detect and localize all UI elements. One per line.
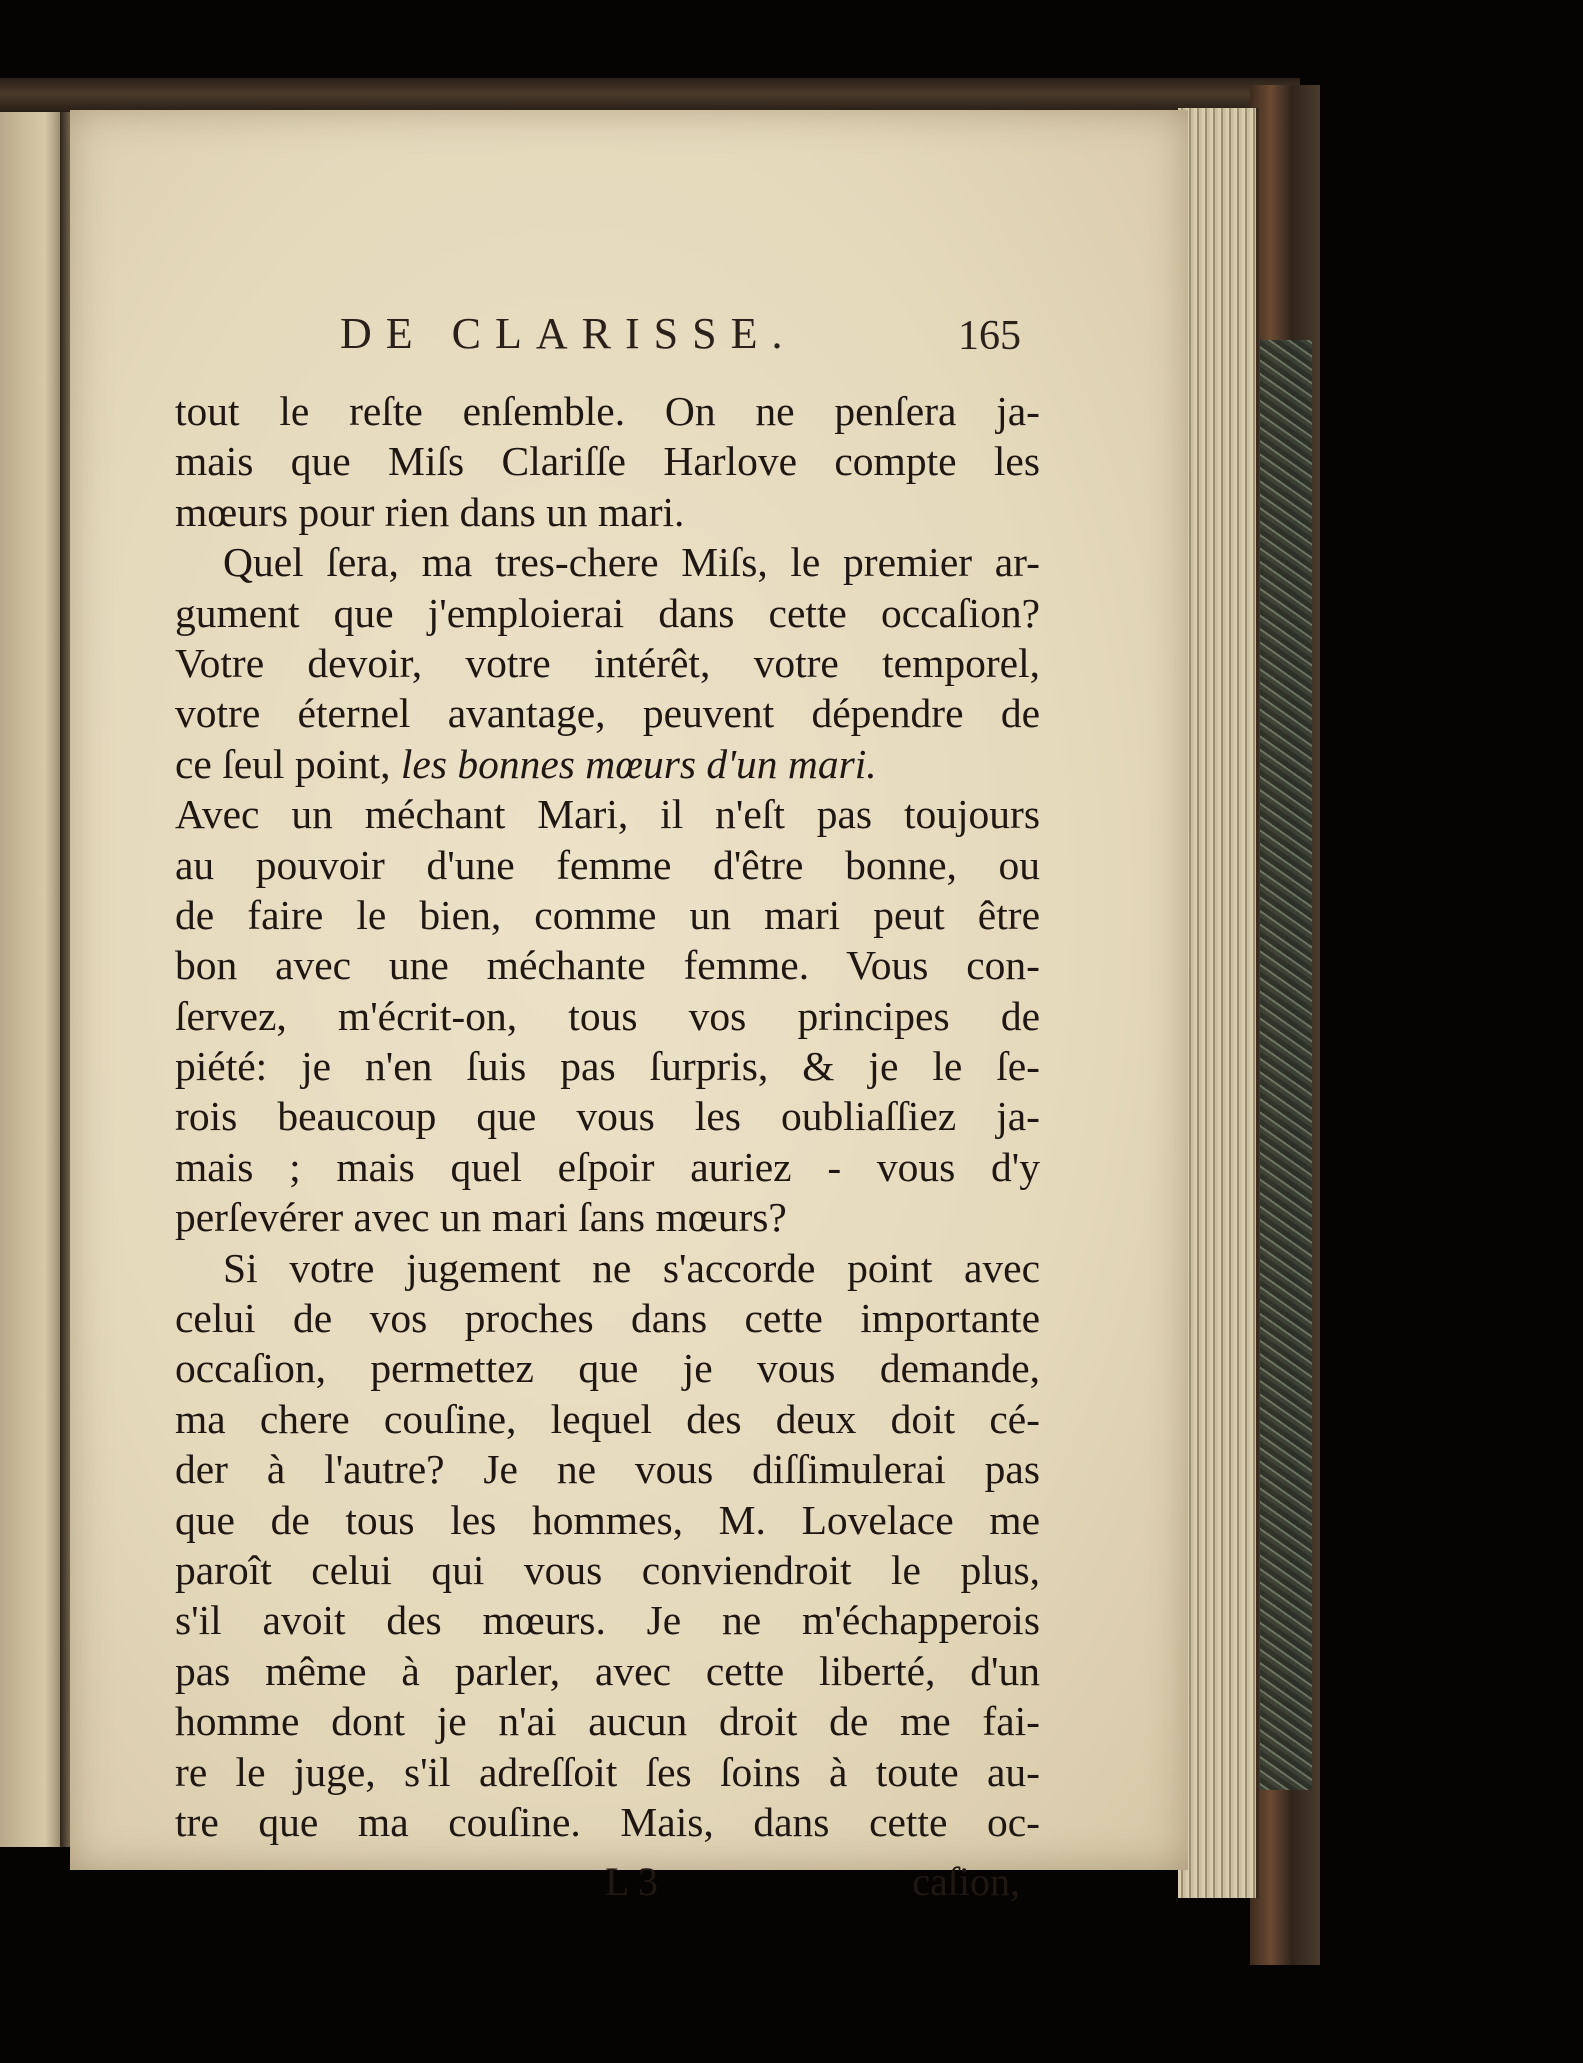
text-line: votre éternel avantage, peuvent dépendre de [175, 690, 1040, 737]
text-line: Quel ſera, ma tres-chere Miſs, le premier ar- [223, 539, 1040, 586]
page-footer [175, 1858, 1040, 1908]
marbled-cover [1260, 340, 1312, 1790]
page-header [70, 308, 1188, 368]
text-line: tre que ma couſine. Mais, dans cette oc- [175, 1798, 1040, 1845]
text-line: homme dont je n'ai aucun droit de me fai- [175, 1698, 1040, 1745]
text-line: rois beaucoup que vous les oubliaſſiez ja- [175, 1093, 1040, 1140]
text-line: Si votre jugement ne s'accorde point avec [223, 1244, 1040, 1291]
text-line: celui de vos proches dans cette importante [175, 1295, 1040, 1342]
running-title: DE CLARISSE. [340, 309, 797, 358]
text-line: perſevérer avec un mari ſans mœurs? [175, 1194, 787, 1241]
text-line: tout le reſte enſemble. On ne penſera ja- [175, 388, 1040, 434]
text-line: ſervez, m'écrit-on, tous vos principes de [175, 992, 1040, 1039]
text-line: que de tous les hommes, M. Lovelace me [175, 1496, 1040, 1543]
text-line: der à l'autre? Je ne vous diſſimulerai pas [175, 1446, 1040, 1493]
text-line: au pouvoir d'une femme d'être bonne, ou [175, 841, 1040, 888]
text-line: bon avec une méchante femme. Vous con- [175, 942, 1040, 989]
catchword: caſion, [912, 1859, 1020, 1904]
book-page [70, 110, 1188, 1904]
text-line: Avec un méchant Mari, il n'eſt pas toujours [175, 791, 1040, 838]
text-line: de faire le bien, comme un mari peut être [175, 891, 1040, 938]
text-line: re le juge, s'il adreſſoit ſes ſoins à toute au- [175, 1748, 1040, 1795]
text-line: mœurs pour rien dans un mari. [175, 488, 685, 535]
text-line: ce ſeul point, les bonnes mœurs d'un mari. [175, 740, 877, 787]
text-line: Votre devoir, votre intérêt, votre temporel, [175, 639, 1040, 686]
text-line: paroît celui qui vous conviendroit le plus, [175, 1546, 1040, 1593]
page-number: 165 [958, 313, 1021, 359]
text-line: s'il avoit des mœurs. Je ne m'échapperois [175, 1597, 1040, 1644]
page-block-edges [1178, 108, 1259, 1898]
facing-page-edge [0, 112, 66, 1847]
text-line: occaſion, permettez que je vous demande, [175, 1345, 1040, 1392]
text-line: pas même à parler, avec cette liberté, d'un [175, 1647, 1040, 1694]
text-line: mais que Miſs Clariſſe Harlove compte les [175, 438, 1040, 485]
text-line: gument que j'emploierai dans cette occaſion? [175, 589, 1040, 636]
text-line: ma chere couſine, lequel des deux doit cé- [175, 1395, 1040, 1442]
text-line: mais ; mais quel eſpoir auriez - vous d'y [175, 1143, 1040, 1190]
page-text [175, 386, 1040, 1847]
signature-mark: L 3 [605, 1859, 658, 1904]
text-line: piété: je n'en ſuis pas ſurpris, & je le ſe- [175, 1043, 1040, 1090]
